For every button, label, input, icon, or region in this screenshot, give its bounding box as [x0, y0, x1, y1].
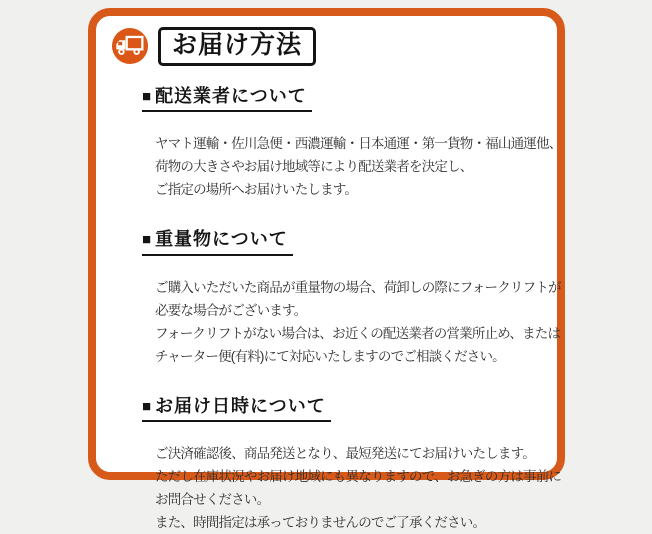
body-line: ヤマト運輸・佐川急便・西濃運輸・日本通運・第一貨物・福山通運他、 — [155, 136, 562, 152]
body-line: チャーター便(有料)にて対応いたしますのでご相談ください。 — [155, 348, 505, 364]
panel-header — [96, 16, 557, 66]
section-body-delivery-datetime — [155, 442, 562, 534]
square-bullet-icon: ■ — [142, 87, 153, 105]
body-line: お問合せください。 — [155, 492, 270, 508]
body-line: ご決済確認後、商品発送となり、最短発送にてお届けいたします。 — [155, 446, 535, 462]
body-line: ご購入いただいた商品が重量物の場合、荷卸しの際にフォークリフトが — [155, 279, 561, 295]
body-line: また、時間指定は承っておりませんのでご了承ください。 — [155, 515, 486, 531]
page-title: お届け方法 — [158, 27, 316, 66]
section-body-carriers — [155, 132, 562, 201]
section-heading-text: お届け日時について — [155, 395, 326, 416]
body-line: フォークリフトがない場合は、お近くの配送業者の営業所止め、または — [155, 325, 561, 341]
section-heading-text: 配送業者について — [155, 85, 307, 106]
section-heading-text: 重量物について — [155, 229, 288, 250]
section-delivery-datetime — [142, 381, 562, 534]
section-delivery-carriers — [142, 71, 562, 201]
section-heading-delivery-datetime — [142, 396, 331, 423]
section-heavy-items — [142, 214, 561, 367]
body-line: ご指定の場所へお届けいたします。 — [155, 182, 358, 198]
square-bullet-icon: ■ — [142, 231, 153, 249]
body-line: 荷物の大きさやお届け地域等により配送業者を決定し、 — [155, 159, 473, 175]
section-body-heavy-items — [155, 276, 561, 368]
square-bullet-icon: ■ — [142, 397, 153, 415]
body-line: 必要な場合がございます。 — [155, 302, 307, 318]
section-heading-carriers — [142, 86, 312, 113]
section-heading-heavy-items — [142, 229, 293, 256]
delivery-truck-icon — [111, 27, 149, 65]
delivery-info-panel — [88, 8, 565, 531]
body-line: ただし在庫状況やお届け地域にも異なりますので、お急ぎの方は事前に — [155, 469, 562, 485]
